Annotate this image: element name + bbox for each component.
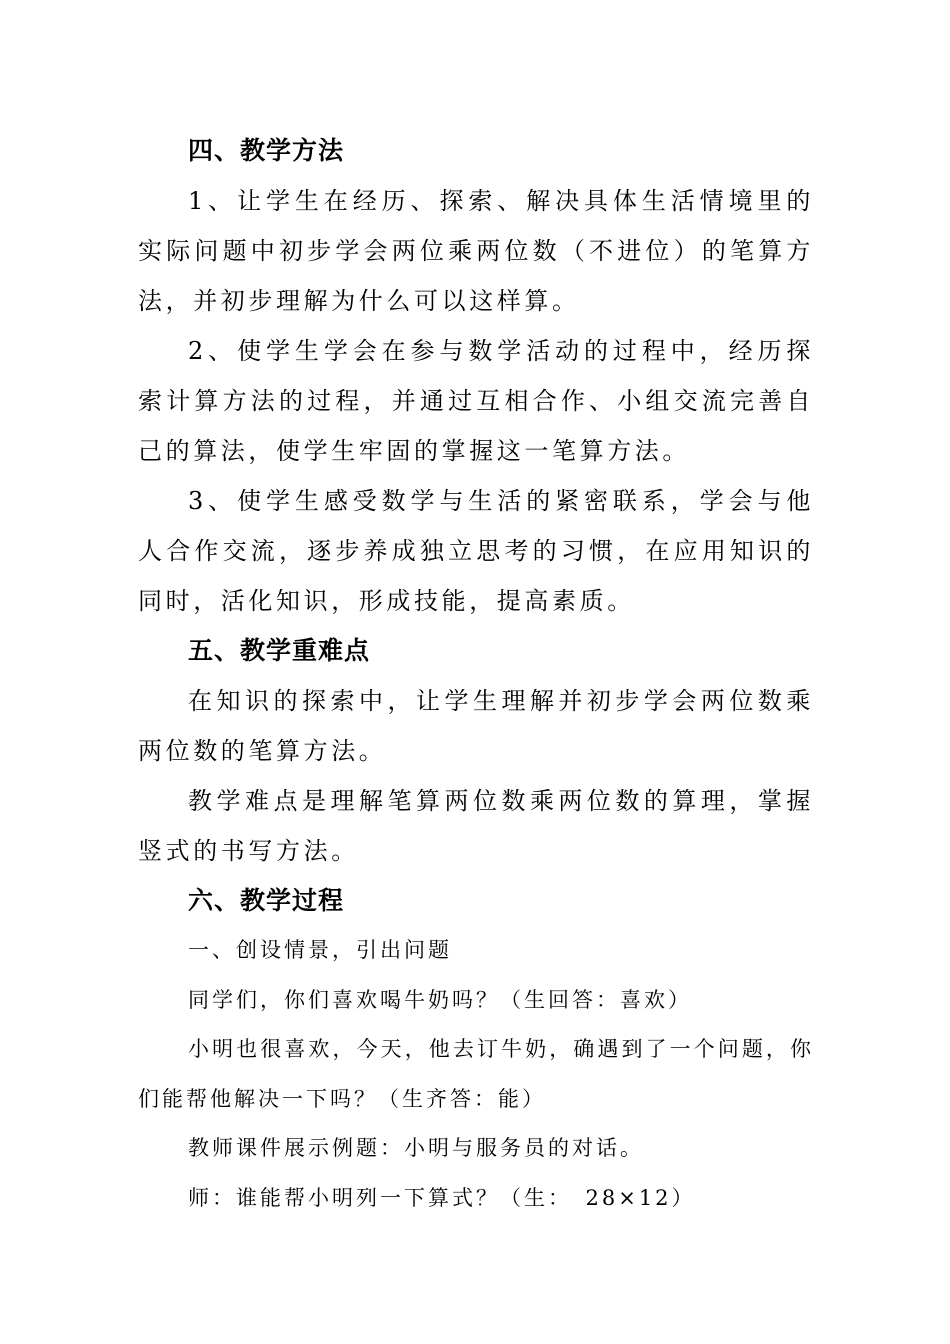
paragraph: 小明也很喜欢，今天，他去订牛奶，确遇到了一个问题，你们能帮他解决一下吗？（生齐答：能） xyxy=(138,1037,814,1111)
section-heading: 六、教学过程 xyxy=(188,886,345,915)
section-heading: 四、教学方法 xyxy=(188,136,345,165)
paragraph: 2、使学生学会在参与数学活动的过程中，经历探索计算方法的过程，并通过互相合作、小组交流完善自己的算法，使学生牢固的掌握这一笔算方法。 xyxy=(138,337,814,465)
section-key-difficult-points xyxy=(138,626,814,876)
paragraph: 3、使学生感受数学与生活的紧密联系，学会与他人合作交流，逐步养成独立思考的习惯，在应用知识的同时，活化知识，形成技能，提高素质。 xyxy=(138,487,814,615)
paragraph: 在知识的探索中，让学生理解并初步学会两位数乘两位数的笔算方法。 xyxy=(138,687,814,765)
section-teaching-methods xyxy=(138,126,814,626)
paragraph: 教师课件展示例题：小明与服务员的对话。 xyxy=(188,1136,644,1160)
paragraph: 一、创设情景，引出问题 xyxy=(188,938,452,962)
document-page xyxy=(138,126,814,1223)
section-teaching-process xyxy=(138,876,814,1223)
section-heading: 五、教学重难点 xyxy=(188,636,371,665)
paragraph: 教学难点是理解笔算两位数乘两位数的算理，掌握竖式的书写方法。 xyxy=(138,787,814,865)
paragraph: 同学们，你们喜欢喝牛奶吗？（生回答：喜欢） xyxy=(188,987,692,1012)
paragraph: 师：谁能帮小明列一下算式？（生： 28×12） xyxy=(188,1185,696,1210)
paragraph: 1、让学生在经历、探索、解决具体生活情境里的实际问题中初步学会两位乘两位数（不进位）的笔算方法，并初步理解为什么可以这样算。 xyxy=(138,187,814,315)
